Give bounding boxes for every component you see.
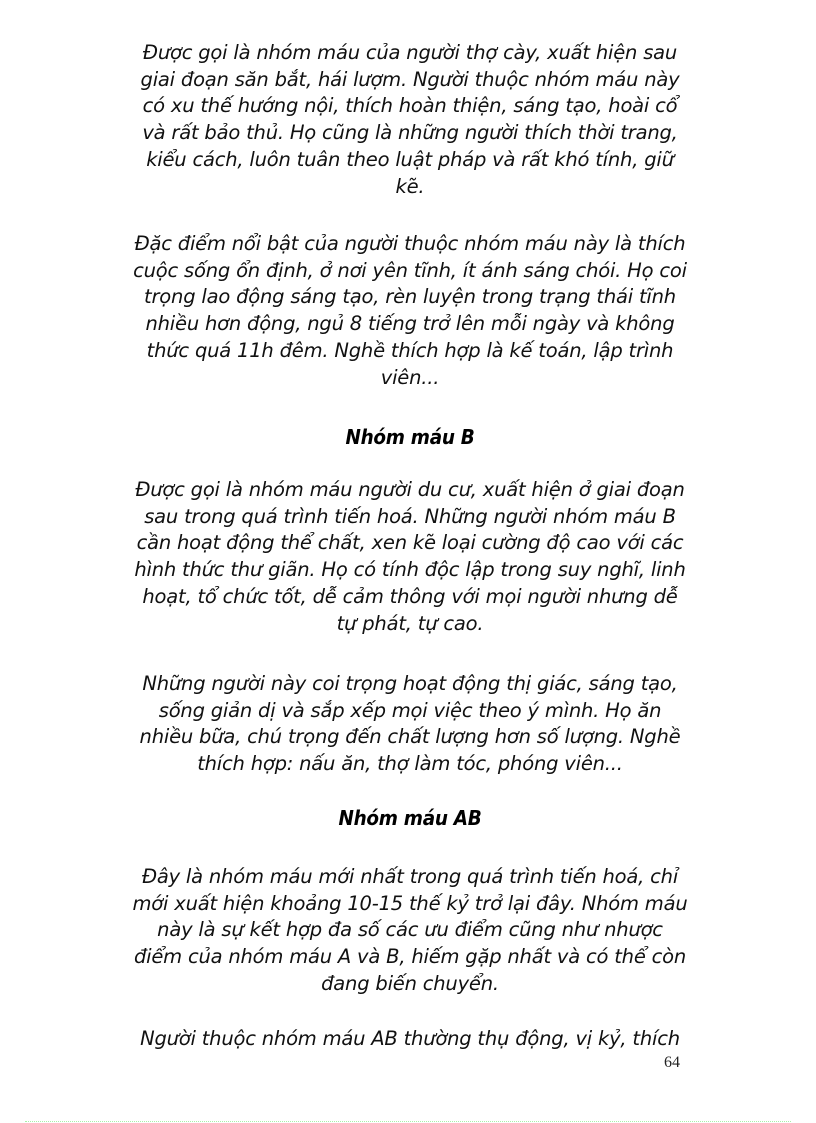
- text-line: sau trong quá trình tiến hoá. Những người nhóm máu B: [144, 504, 676, 528]
- text-line: đang biến chuyển.: [321, 971, 499, 995]
- text-line: trọng lao động sáng tạo, rèn luyện trong trạng thái tĩnh: [144, 285, 676, 309]
- text-line: Đây là nhóm máu mới nhất trong quá trình tiến hoá, chỉ: [141, 865, 679, 888]
- text-line: điểm của nhóm máu A và B, hiếm gặp nhất và có thể còn: [133, 945, 687, 969]
- text-line: này là sự kết hợp đa số các ưu điểm cũng như nhược: [157, 918, 663, 942]
- page-boundary-divider: [25, 1121, 791, 1122]
- paragraph-type-a-intro: [120, 40, 700, 200]
- heading-blood-type-b: Nhóm máu B: [345, 425, 475, 449]
- paragraph-type-ab-traits: [120, 1026, 700, 1053]
- paragraph-type-ab-intro: [120, 864, 700, 998]
- text-line: viên...: [380, 365, 440, 389]
- paragraph-type-a-traits: [120, 231, 700, 391]
- paragraph-type-b-intro: [120, 477, 700, 637]
- text-line: nhiều bữa, chú trọng đến chất lượng hơn số lượng. Nghề: [139, 725, 681, 749]
- text-line: hình thức thư giãn. Họ có tính độc lập trong suy nghĩ, linh: [134, 558, 686, 582]
- text-line: và rất bảo thủ. Họ cũng là những người thích thời trang,: [142, 121, 678, 145]
- text-line: Những người này coi trọng hoạt động thị giác, sáng tạo,: [142, 672, 678, 695]
- text-line: thức quá 11h đêm. Nghề thích hợp là kế toán, lập trình: [146, 338, 674, 362]
- text-line: giai đoạn săn bắt, hái lượm. Người thuộc nhóm máu này: [140, 67, 680, 91]
- text-line: có xu thế hướng nội, thích hoàn thiện, sáng tạo, hoài cổ: [142, 94, 678, 118]
- text-line: kẽ.: [395, 174, 425, 198]
- text-line: cần hoạt động thể chất, xen kẽ loại cường độ cao với các: [136, 531, 684, 555]
- text-line: nhiều hơn động, ngủ 8 tiếng trở lên mỗi ngày và không: [145, 312, 675, 336]
- text-line: Được gọi là nhóm máu người du cư, xuất hiện ở giai đoạn: [135, 478, 685, 501]
- text-line: thích hợp: nấu ăn, thợ làm tóc, phóng viên...: [197, 752, 623, 776]
- paragraph-type-b-traits: [120, 671, 700, 778]
- text-line: sống giản dị và sắp xếp mọi việc theo ý mình. Họ ăn: [158, 698, 662, 722]
- text-line: hoạt, tổ chức tốt, dễ cảm thông với mọi người nhưng dễ: [142, 584, 678, 608]
- text-line: Được gọi là nhóm máu của người thợ cày, xuất hiện sau: [142, 41, 678, 64]
- text-line: kiểu cách, luôn tuân theo luật pháp và rất khó tính, giữ: [146, 147, 674, 171]
- text-line: tự phát, tự cao.: [336, 611, 484, 635]
- page-number: 64: [664, 1054, 680, 1071]
- text-line: cuộc sống ổn định, ở nơi yên tĩnh, ít ánh sáng chói. Họ coi: [133, 258, 687, 282]
- text-line: Người thuộc nhóm máu AB thường thụ động, vị kỷ, thích: [140, 1027, 680, 1050]
- text-line: Đặc điểm nổi bật của người thuộc nhóm máu này là thích: [134, 232, 686, 255]
- text-line: mới xuất hiện khoảng 10-15 thế kỷ trở lại đây. Nhóm máu: [132, 891, 688, 915]
- heading-blood-type-ab: Nhóm máu AB: [338, 806, 482, 830]
